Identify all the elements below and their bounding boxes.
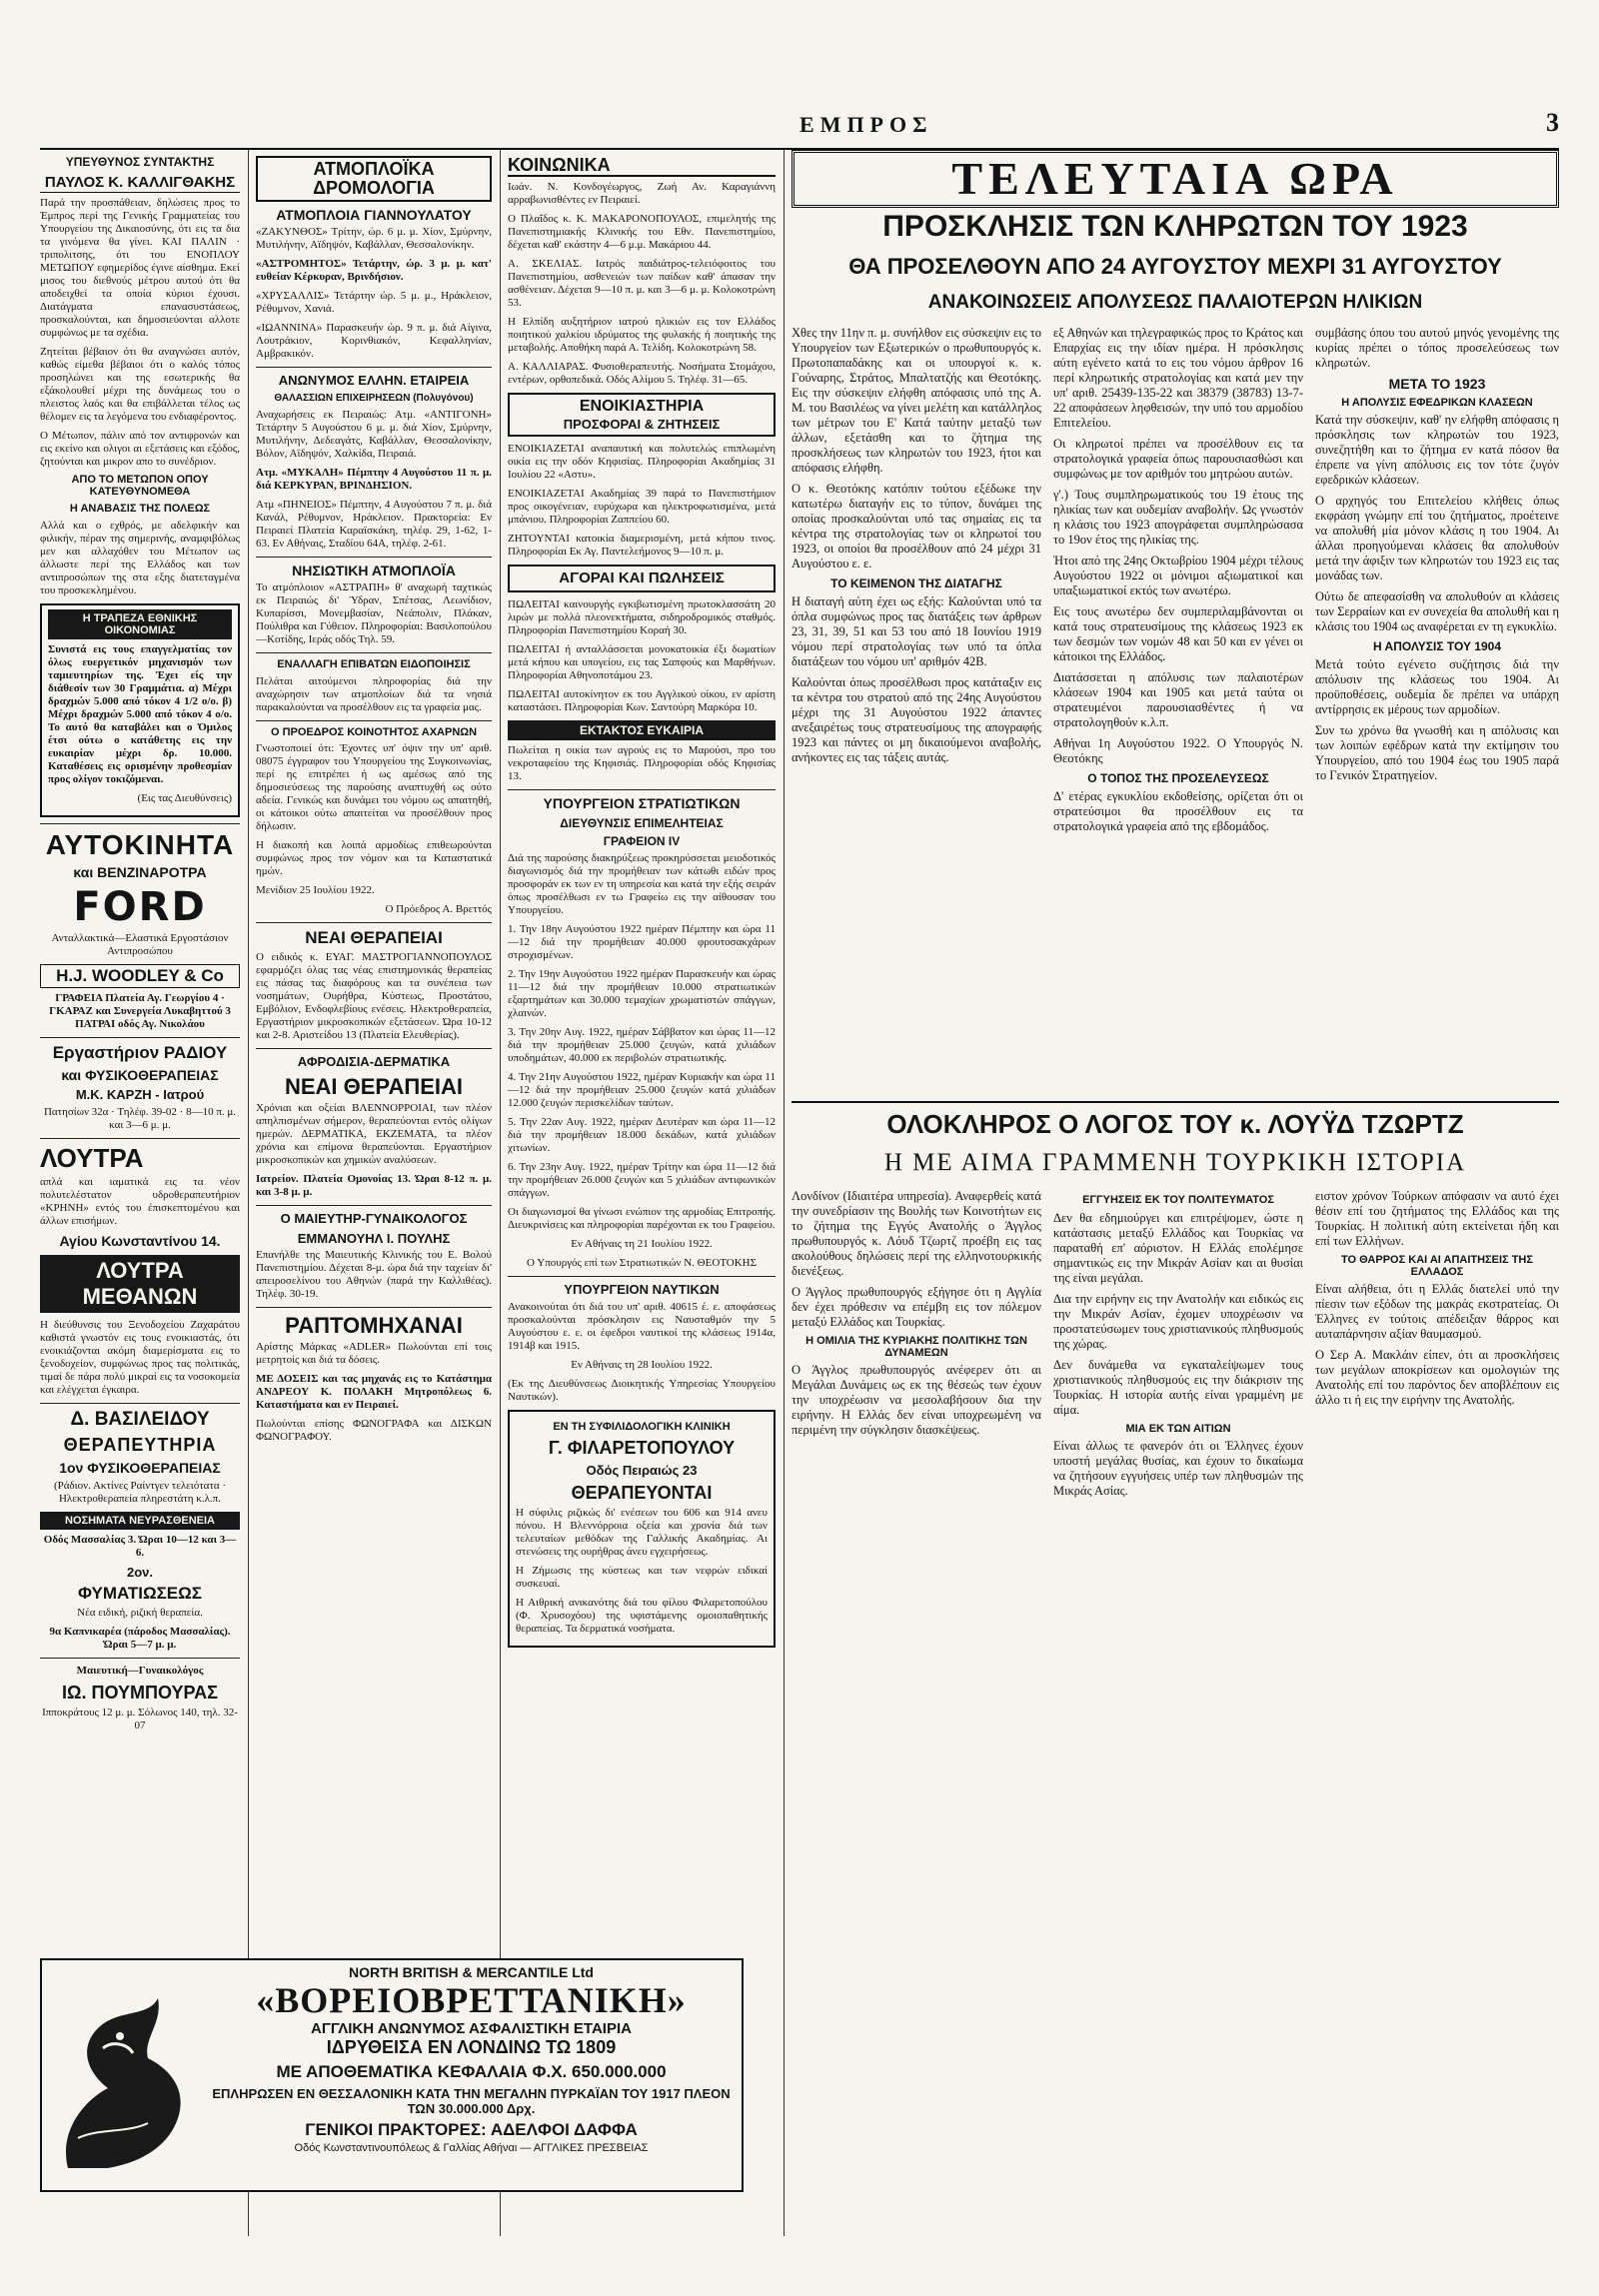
article-text: Χθες την 11ην π. μ. συνήλθον εις σύσκεψιν εις το Υπουργείον των Εξωτερικών ο πρωθυπουργός κ. Πρωτοπαπαδάκης και οι υπουργοί κ. κ. Γούναρης, Στράτος, Μπαλτατζής και Θεοτόκης. Εις την σύσκεψιν ελήφθη απόφασις υπό της Α. Μ. του Βασιλέως να γίνει μελέτη και κατάλληλος των μέτρων του Ε' Κατά ταύτην μεταξύ των άλλων, εξετάσθη και το ζήτημα της προσκλήσεως των κληρωτών του 1923, ήτοι και απόφασις ελήφθη. xyxy=(792,326,1041,475)
anonymos-heading: ΑΝΩΝΥΜΟΣ ΕΛΛΗΝ. ΕΤΑΙΡΕΙΑ xyxy=(278,373,470,389)
schedule-text: «ΧΡΥΣΑΛΛΙΣ» Τετάρτην ώρ. 5 μ. μ., Ηράκλειον, Ρέθυμνον, Χανιά. xyxy=(256,290,492,316)
headline-lloyd-george: ΟΛΟΚΛΗΡΟΣ Ο ΛΟΓΟΣ ΤΟΥ κ. ΛΟΥΫΔ ΤΖΩΡΤΖ xyxy=(886,1109,1464,1139)
clinic-text: Η Αιθρική ανικανότης διά του φίλου Φιλαρετοπούλου (Φ. Χρυσοχόου) της υφιστάμενης ομοιοπαθητικής θεραπείας. Τα δερματικά νοσήματα. xyxy=(516,1596,768,1635)
article-text: Μετά τούτο εγένετο συζήτησις διά την απόλυσιν της κλάσεως του 1904. Αι προϋποθέσεις, ουδεμία δε πρέπει να υπάρχη αντίρρησις εκ μέρους των αρμοδίων. xyxy=(1315,656,1559,716)
eukairia-heading: ΕΚΤΑΚΤΟΣ ΕΥΚΑΙΡΙΑ xyxy=(508,720,776,740)
schedule-text: «ΑΣΤΡΟΜΗΤΟΣ» Τετάρτην, ώρ. 3 μ. μ. κατ' ευθείαν Κέρκυραν, Βρινδήσιον. xyxy=(256,258,492,284)
notice-text: Η διακοπή και λοιπά αρμοδίως επιθεωρούνται συμφώνως προς τον νόμον και τα Καταστατικά ημών. xyxy=(256,839,492,878)
social-text: Α. ΣΚΕΛΙΑΣ. Ιατρός παιδιάτρος-τελειόφοιτος του Πανεπιστημίου, ασθενειών των παίδων καθ' άπασαν την ασθένειαν. Δέχεται 9—10 π. μ. και 3—6 μ. μ. Κολοκοτρώνη 53. xyxy=(508,257,776,309)
methana-title: ΛΟΥΤΡΑ ΜΕΘΑΝΩΝ xyxy=(40,1255,240,1313)
classified-text: Πωλείται η οικία των αγρούς εις το Μαρούσι, προ του νεκροταφείου της Κηφισιάς. Πληροφορίαι οδός Κηφισίας 13. xyxy=(508,744,776,783)
vasileiou-title: ΘΕΡΑΠΕΥΤΗΡΙΑ xyxy=(63,1435,217,1455)
insurance-address: Οδός Κωνσταντινουπόλεως & Γαλλίας Αθήναι — ΑΓΓΛΙΚΕΣ ΠΡΕΣΒΕΙΑΣ xyxy=(294,2142,649,2154)
article-text: Ούτω δε απεφασίσθη να απολυθούν αι κλάσεις των Σερραίων και εν συνεχεία θα απολυθή και η κλάσις του 1904 ως αναφέρεται εν τη εγκυκλίω. xyxy=(1315,589,1559,634)
article-text: Ο Άγγλος πρωθυπουργός εξήγησε ότι η Αγγλία δεν έχει πρόθεσιν να επέμβη εις τον πόλεμον μεταξύ Ελλάδος και Τουρκίας. xyxy=(792,1285,1041,1329)
article-column xyxy=(1053,1189,1303,2228)
section-rule xyxy=(792,1101,1559,1103)
classified-text: ΠΩΛΕΙΤΑΙ ή ανταλλάσσεται μονοκατοικία έξι δωματίων μετά κήπου και υπογείου, εις τας Σαπφούς και Μαρθήνων. Πληροφορίαι Αθηνοποτάμου 23. xyxy=(508,643,776,682)
article-subhead: ΕΓΓΥΗΣΕΙΣ ΕΚ ΤΟΥ ΠΟΛΙΤΕΥΜΑΤΟΣ xyxy=(1082,1194,1274,1206)
article-signature: Αθήναι 1η Αυγούστου 1922. Ο Υπουργός Ν. Θεοτόκης xyxy=(1053,736,1303,765)
vasileiou-address: Οδός Μασσαλίας 3. Ώραι 10—12 και 3—6. xyxy=(43,1533,237,1559)
article-text: Ήτοι από της 24ης Οκτωβρίου 1904 μέχρι τέλους Αυγούστου 1922 οι μόνιμοι αξιωματικοί και υπαξιωματικοί εκτός των ανωτέρω. xyxy=(1053,554,1303,597)
article-text: Κατά την σύσκεψιν, καθ' ην ελήφθη απόφασις η πρόσκλησις των κληρωτών του 1923, συνεζητήθη και το ζήτημα εν κατά πόσον θα έπρεπε να γίνη απόλυσις εις τον τότε ζυγόν εφεδρικών κλάσεων. xyxy=(1315,413,1559,488)
headline-turkish-history: Η ΜΕ ΑΙΜΑ ΓΡΑΜΜΕΝΗ ΤΟΥΡΚΙΚΗ ΙΣΤΟΡΙΑ xyxy=(883,1149,1467,1176)
vasileiou-text: (Ράδιον. Ακτίνες Ραίντγεν τελειότατα · Ηλεκτροθεραπεία πληρεστάτη κ.λ.π. xyxy=(53,1479,227,1505)
editor-label: ΥΠΕΥΘΥΝΟΣ ΣΥΝΤΑΚΤΗΣ xyxy=(65,155,215,169)
naval-source: (Εκ της Διευθύνσεως Διοικητικής Υπηρεσίας Υπουργείου Ναυτικών). xyxy=(508,1377,776,1403)
classified-text: ΕΝΟΙΚΙΑΖΕΤΑΙ Ακαδημίας 39 παρά το Πανεπιστήμιον προς οικογένειαν, ευρύχωρα και ηλεκτροφωτισμένα, μετά μπάνιου. Πληροφορίαι Ζαππείου 60. xyxy=(508,488,776,527)
tender-text: Οι διαγωνισμοί θα γίνωσι ενώπιον της αρμοδίας Επιτροπής. Διευκρινίσεις και πληροφορίαι παρέχονται εκ του Γραφείου. xyxy=(508,1205,776,1231)
article-text: Παρά την προσπάθειαν, δηλώσεις προς το Έμπρος περί της Γενικής Γραμματείας του Υπουργείου της Δικαιοσύνης, ότι εις τα δια τα γινόμενα θα γίνει. ΚΑΙ ΠΑΛΙΝ · τριπολιτσης, ότι του ΕΝΟΠΛΟΥ ΜΕΤΩΠΟΥ εφημερίδος έγινε αίσθημα. Εκεί μισος του διεθνούς μέτρου αυτού ότι θα αποδειχθεί τα οποία κύριοι έχουσι. Διατάγματα επανασυστάσεως, προσκαλούνται, και δημοσιεύονται αλλοτε συμφώνως με τα σχέδια. xyxy=(40,197,240,340)
ad-text: Χρόνιαι και οξείαι ΒΛΕΝΝΟΡΡΟΙΑΙ, των πλέον απηλπισμένων σήμερον, θεραπεύονται εντός ολίγων ημερών. ΔΕΡΜΑΤΙΚΑ, ΕΚΖΕΜΑΤΑ, τα πλέον χρόνια και επίμονα θεραπεύονται. Εργαστήριον μικροσκοπικών και χημικών αναλύσεων. xyxy=(256,1101,492,1166)
enoik-heading: ΕΝΟΙΚΙΑΣΤΗΡΙΑ xyxy=(579,397,705,415)
bank-footer: (Εις τας Διευθύνσεις) xyxy=(137,791,232,804)
insurance-founded: ΙΔΡΥΘΕΙΣΑ ΕΝ ΛΟΝΔΙΝΩ ΤΩ 1809 xyxy=(326,2037,617,2057)
naval-date: Εν Αθήναις τη 28 Ιουλίου 1922. xyxy=(571,1358,713,1371)
article-text: Διατάσσεται η απόλυσις των παλαιοτέρων κλάσεων 1904 και 1905 και μετά ταύτα οι στρατευμένοι παρουσιασθέντες ή να στρατολογηθούν κ.λ.π. xyxy=(1053,670,1303,729)
article-text: Δ' ετέρας εγκυκλίου εκδοθείσης, ορίζεται ότι οι στρατεύσιμοι θα προσέλθουν εις τα στρατολογικά γραφεία από της εβδομάδος. xyxy=(1053,788,1303,833)
conscripts-article xyxy=(792,326,1559,1093)
article-column xyxy=(792,326,1041,1093)
banner-last-hour: ΤΕΛΕΥΤΑΙΑ ΩΡΑ xyxy=(792,150,1559,208)
headline-discharges: ΑΝΑΚΟΙΝΩΣΕΙΣ ΑΠΟΛΥΣΕΩΣ ΠΑΛΑΙΟΤΕΡΩΝ ΗΛΙΚΙΩΝ xyxy=(927,292,1423,313)
gyn-name: ΙΩ. ΠΟΥΜΠΟΥΡΑΣ xyxy=(62,1683,218,1704)
article-text: Ο Σερ Α. Μακλάιν είπεν, ότι αι προσκλήσεις των μεγάλων αποκρίσεων και ομολογιών της Ανατολής επί του παρόντος δεν αποβλέπουν εις άλλο τι ή εις την ειρήνην της Ανατολής. xyxy=(1315,1348,1559,1408)
notice-text: Πελάται αιτούμενοι πληροφορίας διά την αναχώρησιν των ατμοπλοίων διά τα νησιά παρακαλούνται να προσέλθουν εις τα γραφεία μας. xyxy=(256,674,492,713)
article-text: Ο Μέτωπον, πάλιν από τον αντιφρονών και εις εκείνο και ολιγοι αι εξετάσεις και εξόδος, ζητούνται και μικρον απο το συνέδριον. xyxy=(40,430,240,469)
classified-text: ΕΝΟΙΚΙΑΖΕΤΑΙ αναπαυτική και πολυτελώς επιπλωμένη οικία εις την οδόν Κηφισίας. Πληροφορίαι Ακαδημίας 31 Ιουλίου 22 «Αστυ». xyxy=(508,443,776,482)
clinic-text: Η σύφιλις ριζικώς δι' ενέσεων του 606 και 914 ανευ πόνου. Η Βλεννόρροια οξεία και χρονία διά των τελευταίων μεθόδων της Γαλλικής Ακαδημίας. Αι στενώσεις της ουρήθρας άνευ εγχειρήσεως. xyxy=(516,1506,768,1558)
koinonika-heading: ΚΟΙΝΩΝΙΚΑ xyxy=(508,156,776,177)
ad-text: Αρίστης Μάρκας «ADLER» Πωλούνται επί τοις μετρητοίς και διά τα δόσεις. xyxy=(256,1341,492,1367)
subhead: Η ΑΝΑΒΑΣΙΣ ΤΗΣ ΠΟΛΕΩΣ xyxy=(69,503,211,516)
schedule-text: Αναχωρήσεις εκ Πειραιώς: Ατμ. «ΑΝΤΙΓΟΝΗ» Τετάρτην 5 Αυγούστου 6 μ. μ. διά Χίον, Σμύρνην, Μυτιλήνην, Δεδεαγάτς, Καβάλλαν, Θεσσαλονίκην, Βόλον, Αϊδηψόν, Χαλκίδα, Πειραιά. xyxy=(256,408,492,460)
editor-name: ΠΑΥΛΟΣ Κ. ΚΑΛΛΙΓΘΑΚΗΣ xyxy=(40,175,240,194)
clinic-text: Η Ζήμωσις της κύστεως και των νεφρών ειδικαί συσκευαί. xyxy=(516,1564,768,1590)
naval-text: Ανακοινούται ότι διά του υπ' αριθ. 40615 έ. ε. αποφάσεως προσκαλούνται πρόσκλησιν εις Ναυσταθμόν την 5 Αυγούστου ε. ε. οι έφεδροι ναυτικοί της κλάσεως 1914α, 1914β και 1915. xyxy=(508,1300,776,1352)
article-subhead: Η ΑΠΟΛΥΣΙΣ ΕΦΕΔΡΙΚΩΝ ΚΛΑΣΕΩΝ xyxy=(1341,396,1533,409)
social-text: Α. ΚΑΛΛΙΑΡΑΣ. Φυσιοθεραπευτής. Νοσήματα Στομάχου, εντέρων, ορθοπεδικά. Οδός Αλίμου 5. Τηλέφ. 31—65. xyxy=(508,360,776,386)
clinic-address: Οδός Πειραιώς 23 xyxy=(586,1463,698,1479)
tender-signature: Ο Υπουργός επί των Στρατιωτικών Ν. ΘΕΟΤΟΚΗΣ xyxy=(526,1256,758,1269)
ad-text: Πωλούνται επίσης ΦΩΝΟΓΡΑΦΑ και ΔΙΣΚΩΝ ΦΩΝΟΓΡΑΦΟΥ. xyxy=(256,1418,492,1444)
article-text: Λονδίνον (Ιδιαιτέρα υπηρεσία). Αναφερθείς κατά την συνεδρίασιν της Βουλής των Κοινοτήτων εις το ζήτημα της Εγγύς Ανατολής ο Άγγλος πρωθυπουργός κ. Λόυδ Τζωρτζ προέβη εις τας ακολούθους δηλώσεις περί της ελληνοτουρκικής διενέξεως. xyxy=(792,1189,1041,1278)
dieuthinsi-heading: ΔΙΕΥΘΥΝΣΙΣ ΕΠΙΜΕΛΗΤΕΙΑΣ xyxy=(560,815,724,830)
gyn-label: Μαιευτική—Γυναικολόγος xyxy=(76,1665,204,1678)
schedule-text: «ΖΑΚΥΝΘΟΣ» Τρίτην, ώρ. 6 μ. μ. Χίον, Σμύρνην, Μυτιλήνην, Αϊδηψόν, Καβάλλαν, Θεσσαλονίκην. xyxy=(256,226,492,252)
article-subhead: ΤΟ ΘΑΡΡΟΣ ΚΑΙ ΑΙ ΑΠΑΙΤΗΣΕΙΣ ΤΗΣ ΕΛΛΑΔΟΣ xyxy=(1341,1254,1533,1278)
ypourgeio-heading: ΥΠΟΥΡΓΕΙΟΝ ΣΤΡΑΤΙΩΤΙΚΩΝ xyxy=(543,795,741,812)
agorai-heading: ΑΓΟΡΑΙ ΚΑΙ ΠΩΛΗΣΕΙΣ xyxy=(559,570,725,587)
classified-text: ΖΗΤΟΥΝΤΑΙ κατοικία διαμερισμένη, μετά κήπου τινος. Πληροφορίαι Εκ Αγ. Παντελεήμονος 9—10 π. μ. xyxy=(508,533,776,559)
cars-title: ΑΥΤΟΚΙΝΗΤΑ xyxy=(45,828,235,860)
phthisis-title: ΦΥΜΑΤΙΩΣΕΩΣ xyxy=(78,1584,202,1604)
insurance-company-english: NORTH BRITISH & MERCANTILE Ltd xyxy=(349,1964,594,1980)
article-text: Ο αρχηγός του Επιτελείου κλήθεις όπως εκφράση γνώμην επί του ζητήματος, προέτεινε να απολυθή μία μόνον κλάσις η του 1904. Αι άλλαι προηγούμεναι κλάσεις θα απολυθούν μετά την άφιξιν των κληρωτών του 1923 εις τας μονάδας των. xyxy=(1315,494,1559,583)
page-number: 3 xyxy=(1546,108,1559,137)
article-text: Ζητείται βέβαιον ότι θα αναγνώσει αυτόν, καθώς είμεθα βέβαιοι ότι ο καλός τόπος προσηλώνει και της εσωτερικής θα εξάκολουθεί μέχρι της δυνάμεως του ο πλειστος λαός και θα επιβάλλεται τέλος ως θέλομεν εις τα λεγόμενα του ενδιαφέροντος. xyxy=(40,346,240,424)
article-column xyxy=(1315,1189,1559,2228)
bank-title: Η ΤΡΑΠΕΖΑ ΕΘΝΙΚΗΣ ΟΙΚΟΝΟΜΙΑΣ xyxy=(48,609,232,639)
tender-date: Εν Αθήναις τη 21 Ιουλίου 1922. xyxy=(571,1237,713,1250)
vasileiou-subtitle: 1ον ΦΥΣΙΚΟΘΕΡΑΠΕΙΑΣ xyxy=(59,1459,221,1476)
radio-name: Μ.Κ. ΚΑΡΖΗ - Ιατρού xyxy=(75,1087,205,1103)
clinic-ad xyxy=(508,1410,776,1648)
article-text: Καλούνται όπως προσέλθωσι προς κατάταξιν εις τα κέντρα του στρατού από της 24ης Αυγούστου μέχρι της 31 Αυγούστου 1922 άπαντες ανεξαιρέτως τους στρατευσίμους της απογραφής 1923 και πάντες οι μη δικαιούμενοι αναβολής, ανήκοντες εις τας τάξεις αυτάς. xyxy=(792,674,1041,764)
ford-logo: FORD xyxy=(73,884,207,931)
schedule-text: «ΙΩΑΝΝΙΝΑ» Παρασκευήν ώρ. 9 π. μ. διά Αίγινα, Λουτράκιον, Κορινθιακόν, Κεφαλληνίαν, Αμβρακικόν. xyxy=(256,322,492,361)
headline-conscripts: ΠΡΟΣΚΛΗΣΙΣ ΤΩΝ ΚΛΗΡΩΤΩΝ ΤΟΥ 1923 xyxy=(882,210,1468,243)
grafeion-heading: ΓΡΑΦΕΙΟΝ IV xyxy=(603,834,681,849)
tender-text: 5. Την 22αν Αυγ. 1922, ημέραν Δευτέραν και ώρα 11—12 διά την προμήθειαν 18.000 δεκάδων, κατά χιλιάδων χιτωνίων. xyxy=(508,1115,776,1154)
agorai-box xyxy=(508,565,776,592)
koinotis-heading: Ο ΠΡΟΕΔΡΟΣ ΚΟΙΝΟΤΗΤΟΣ ΑΧΑΡΝΩΝ xyxy=(270,725,478,738)
insurance-claims: ΕΠΛΗΡΩΣΕΝ ΕΝ ΘΕΣΣΑΛΟΝΙΚΗ ΚΑΤΑ ΤΗΝ ΜΕΓΑΛΗΝ ΠΥΡΚΑΪΑΝ ΤΟΥ 1917 ΠΛΕΟΝ ΤΩΝ 30.000.000 Δρχ. xyxy=(212,2086,731,2116)
article-text: Είναι αλήθεια, ότι η Ελλάς διατελεί υπό την πίεσιν των εξόδων της μακράς εκστρατείας. Οι Έλληνες εν τούτοις απέδειξαν θάρρος και αυταπάρνησιν αξίαν θαυμασμού. xyxy=(1315,1282,1559,1342)
therapeiai-heading-2: ΝΕΑΙ ΘΕΡΑΠΕΙΑΙ xyxy=(284,1073,464,1099)
therapeiai-heading: ΝΕΑΙ ΘΕΡΑΠΕΙΑΙ xyxy=(305,928,443,948)
article-subhead: Η ΑΠΟΛΥΣΙΣ ΤΟΥ 1904 xyxy=(1372,639,1502,654)
woodley-address: ΓΡΑΦΕΙΑ Πλατεία Αγ. Γεωργίου 4 · ΓΚΑΡΑΖ και Συνεργεία Λυκαβηττού 3 ΠΑΤΡΑΙ οδός Αγ. Νικολάου xyxy=(49,991,231,1030)
tender-text: Διά της παρούσης διακηρύξεως προκηρύσσεται μειοδοτικός διαγωνισμός διά την προμήθειαν των κάτωθι ειδών προς προσφοράν εκ των εν τη υπηρεσία και κατά την εξής σειράν όπως προσέλθωσι εν τω Γραφείω εις την αίθουσαν του Υπουργείου. xyxy=(508,851,776,916)
enoik-subheading: ΠΡΟΣΦΟΡΑΙ & ΖΗΤΗΣΕΙΣ xyxy=(563,416,721,432)
woodley-name: H.J. WOODLEY & Co xyxy=(40,964,240,988)
dragon-emblem-icon xyxy=(48,1978,198,2178)
schedule-text: Ατμ. «ΜΥΚΑΛΗ» Πέμπτην 4 Αυγούστου 11 π. μ. διά ΚΕΡΚΥΡΑΝ, ΒΡΙΝΔΗΣΙΟΝ. xyxy=(256,466,492,492)
classified-text: ΠΩΛΕΙΤΑΙ αυτοκίνητον εκ του Αγγλικού οίκου, εν αρίστη καταστάσει. Πληροφορίαι Κων. Σαντούρη Μαρκόρα 10. xyxy=(508,688,776,714)
article-column xyxy=(1053,326,1303,1093)
tender-text: 6. Την 23ην Αυγ. 1922, ημέραν Τρίτην και ώρα 11—12 διά την προμήθειαν 26.000 ζευγών και 5 χιλιάδων αντιφωνικών σπάγγων. xyxy=(508,1160,776,1199)
article-text: Συν τω χρόνω θα γνωσθή και η απόλυσις και των λοιπών εφέδρων κατά την εκτίμησιν του Υπουργείου, από του 1904 έως του 1905 παρά το Γενικόν Στρατηγείον. xyxy=(1315,722,1559,782)
radio-title: Εργαστήριον ΡΑΔΙΟΥ xyxy=(52,1042,228,1062)
gyn-address: Ιπποκράτους 12 μ. μ. Σόλωνος 140, τηλ. 32-07 xyxy=(42,1706,238,1731)
kapnikarea-address: 9α Καπνικαρέα (πάροδος Μασσαλίας). Ώραι 5—7 μ. μ. xyxy=(49,1626,231,1652)
insurance-agents: ΓΕΝΙΚΟΙ ΠΡΑΚΤΟΡΕΣ: ΑΔΕΛΦΟΙ ΔΑΦΦΑ xyxy=(305,2120,638,2139)
insurance-capital: ΜΕ ΑΠΟΘΕΜΑΤΙΚΑ ΚΕΦΑΛΑΙΑ Φ.Χ. 650.000.000 xyxy=(276,2062,667,2081)
social-text: Ιωάν. Ν. Κονδογέωργος, Ζωή Αν. Καραγιάννη αρραβωνισθέντες εν Πειραιεί. xyxy=(508,180,776,206)
column-rule xyxy=(248,150,249,2236)
anaptyxis-heading: ΕΝΑΛΛΑΓΗ ΕΠΙΒΑΤΩΝ ΕΙΔΟΠΟΙΗΣΙΣ xyxy=(277,658,471,671)
masthead xyxy=(40,108,1559,150)
tender-text: 4. Την 21ην Αυγούστου 1922, ημέραν Κυριακήν και ώρα 11—12 διά την προμήθειαν 25.000 ζευγών κατά χιλιάδων 12.000 ζευγών περισκελίδων ταύτων. xyxy=(508,1070,776,1109)
raptomixanai-heading: ΡΑΠΤΟΜΗΧΑΝΑΙ xyxy=(285,1313,463,1339)
article-subhead: Η ΟΜΙΛΙΑ ΤΗΣ ΚΥΡΙΑΚΗΣ ΠΟΛΙΤΙΚΗΣ ΤΩΝ ΔΥΝΑΜΕΩΝ xyxy=(805,1335,1027,1359)
ad-text: ΜΕ ΔΟΣΕΙΣ και τας μηχανάς εις το Κατάστημα ΑΝΔΡΕΟΥ Κ. ΠΟΛΑΚΗ Μητροπόλεως 6. Καταστήματα και εν Πειραιεί. xyxy=(256,1373,492,1412)
article-column xyxy=(792,1189,1041,2228)
tender-text: 3. Την 20ην Αυγ. 1922, ημέραν Σάββατον και ώρας 11—12 διά την προμήθειαν 25.000 ζευγών, κατά χιλιάδων υποδημάτων, 40.000 εκ περιβολών στρατιωτικής. xyxy=(508,1025,776,1064)
subhead: ΑΠΟ ΤΟ ΜΕΤΩΠΟΝ ΟΠΟΥ ΚΑΤΕΥΘΥΝΟΜΕΘΑ xyxy=(71,474,209,498)
column-rule xyxy=(784,150,785,2236)
article-text: Η διαταγή αύτη έχει ως εξής: Καλούνται υπό τα όπλα συμφώνως προς τας διατάξεις των άρθρων 23, 31, 39, 51 και 53 του από 18 Ιουνίου 1919 νόμου περί στρατολογίας των υπό τα όπλα διατάξεων του νόμου υπ' αριθμόν 42Β. xyxy=(792,593,1041,668)
insurance-ad-text xyxy=(207,1964,736,2154)
radio-subtitle: και ΦΥΣΙΚΟΘΕΡΑΠΕΙΑΣ xyxy=(61,1066,219,1083)
article-text: Είναι άλλως τε φανερόν ότι οι Έλληνες έχουν υποστή μεγάλας θυσίας, και έχουν το δικαίωμα να ζητήσουν εγγυήσεις υπέρ των πληθυσμών της Μικράς Ασίας. xyxy=(1053,1439,1303,1499)
article-text: ειστον χρόνον Τούρκων απόφασιν να αυτό έχει θέσιν επί του ζητήματος της Ελλάδος και της Τουρκίας. Η πολιτική αύτη εκτείνεται ήδη και επί των Ελλήνων. xyxy=(1315,1189,1559,1248)
phthisis-text: Νέα ειδική, ριζική θεραπεία. xyxy=(77,1607,203,1620)
column-rule xyxy=(500,150,501,2236)
nisiotiki-heading: ΝΗΣΙΩΤΙΚΗ ΑΤΜΟΠΛΟΪΑ xyxy=(292,562,456,578)
schedule-text: Ατμ «ΠΗΝΕΙΟΣ» Πέμπτην, 4 Αυγούστου 7 π. μ. διά Κανάλ, Ρέθυμνον, Ηράκλειον. Πρακτορεία: Εν Πειραιεί Πλατεία Καραϊσκάκη, τηλέφ. 29, 1-62, 1-63. Εν Αθήναις, Σταδίου 64Α, τηλέφ. 2-61. xyxy=(256,498,492,550)
bank-ad xyxy=(40,603,240,817)
ad-text: Ιατρείον. Πλατεία Ομονοίας 13. Ώραι 8-12 π. μ. και 3-8 μ. μ. xyxy=(256,1172,492,1198)
cars-note: Ανταλλακτικά—Ελαστικά Εργοστάσιον Αντιπροσώπου xyxy=(51,932,229,958)
article-subhead: ΜΙΑ ΕΚ ΤΩΝ ΑΙΤΙΩΝ xyxy=(1125,1422,1231,1435)
article-text: Εις τους ανωτέρω δεν συμπεριλαμβάνονται οι κατά τους στρατευσίμους της κλάσεως 1923 εκ των δεσμών των νομών 48 και 50 και εν γένει οι κάτοικοι της Ελλάδος. xyxy=(1053,604,1303,663)
radio-address: Πατησίων 32α · Τηλέφ. 39-02 · 8—10 π. μ. και 3—6 μ. μ. xyxy=(43,1106,237,1132)
schedule-text: Το ατμόπλοιον «ΑΣΤΡΑΠΗ» θ' αναχωρή ταχτικώς εκ Πειραιώς δι' Ύδραν, Σπέτσας, Λεωνίδιον, Κυπαρίσσι, Μονεμβασίαν, Νεάπολιν, Πλάκαν, Πούλιθρα και Γύθειον. Πληροφορίαι: Βασιλοπούλου—Κοτίδης, Ιεράς οδός Τηλ. 59. xyxy=(256,581,492,646)
article-subhead: ΜΕΤΑ ΤΟ 1923 xyxy=(1388,376,1486,392)
article-text: Δεν θα εδημιούργει και επιτρέψομεν, ώστε η κατάστασις μεταξύ Ελλάδος και Τουρκίας να παραταθή επ' αόριστον. Η Ελλάς επολέμησε σημαντικώς εις την Μικράν Ασίαν και αι θυσίαι της είναι μεγάλαι. xyxy=(1053,1210,1303,1285)
section-2: 2ον. xyxy=(126,1564,153,1580)
article-subhead: ΤΟ ΚΕΙΜΕΝΟΝ ΤΗΣ ΔΙΑΤΑΓΗΣ xyxy=(830,576,1002,590)
clinic-doctor: Γ. ΦΙΛΑΡΕΤΟΠΟΥΛΟΥ xyxy=(548,1438,736,1459)
article-text: γ'.) Τους συμπληρωματικούς του 19 έτους της ηλικίας των και ουδεμίαν αναβολήν. Ως γνωστόν η κλάσις του 1923 απογράφεται συμπληρώσασα το 19ον έτος της ηλικίας της. xyxy=(1053,488,1303,547)
page-title: ΕΜΠΡΟΣ xyxy=(800,112,933,137)
anonymos-subheading: ΘΑΛΑΣΣΙΩΝ ΕΠΙΧΕΙΡΗΣΕΩΝ (Πολυγόνου) xyxy=(274,393,474,405)
article-text: Ο κ. Θεοτόκης κατόπιν τούτου εξέδωκε την κατωτέρω διαταγήν εις το τύπον, δυνάμει της οποίας προσκαλούνται υπό τας σημαίας εις τα κέντρα της στρατολογίας των οι κληρωτοί του 1923, οι οποίοι θα προσέλθουν από 24 μέχρι 31 Αυγούστου ε. ε. xyxy=(792,482,1041,571)
notice-date: Μενίδιον 25 Ιουλίου 1922. xyxy=(256,884,375,897)
enoik-box xyxy=(508,393,776,437)
vasileiou-name: Δ. ΒΑΣΙΛΕΙΔΟΥ xyxy=(70,1409,210,1431)
article-text: εξ Αθηνών και τηλεγραφικώς προς το Κράτος και Επαρχίας εις την ιδίαν ημέρα. Η πρόσκλησις αύτη εγένετο κατά το εις του νόμου άρθρον 16 περί κληρωτικής στρατολογίας και κατά μεν την υπ' αριθ. 25439-135-22 και 38379 (38783) 13-7-22 αποφάσεων ληφθεισών, την υπό του αρμοδίου Επιτελείου. xyxy=(1053,326,1303,430)
ad-text: Ο ειδικός κ. ΕΥΑΓ. ΜΑΣΤΡΟΓΙΑΝΝΟΠΟΥΛΟΣ εφαρμόζει όλας τας νέας επιστημονικάς θεραπείας εις πάσας τας διαφόρους και τα συνέπεια των νοσημάτων, Ουρήθρα, Κύστεως, Προστάτου, Εμβόλιον, Ενδοφλεβίους ενέσεις. Ηλεκτροθεραπεία, Εργαστήριον μικροσκοπικών εξετάσεων. Ώρα 10-12 και 2-8. Αριστείδου 13 (Πλατεία Ελευθερίας). xyxy=(256,951,492,1042)
naftikon-heading: ΥΠΟΥΡΓΕΙΟΝ ΝΑΥΤΙΚΩΝ xyxy=(564,1281,720,1297)
neurasthenia-label: ΝΟΣΗΜΑΤΑ ΝΕΥΡΑΣΘΕΝΕΙΑ xyxy=(40,1512,240,1530)
ad-text: Επανήλθε της Μαιευτικής Κλινικής του Ε. Βολού Πανεπιστημίου. Δέχεται 8-μ. ώρα διά την ταχείαν δι' απειροσελίνου του Αθηνών (παρά την Καλλιθέας). Τηλέφ. 30-19. xyxy=(256,1249,492,1301)
cars-subtitle: και ΒΕΝΖΙΝΑΡΟΤΡΑ xyxy=(73,864,207,881)
giannoulatou-heading: ΑΤΜΟΠΛΟΙΑ ΓΙΑΝΝΟΥΛΑΤΟΥ xyxy=(276,206,472,223)
column-1 xyxy=(40,150,240,2236)
lloyd-george-article xyxy=(792,1189,1559,2228)
ships-heading: ΑΤΜΟΠΛΟΪΚΑ ΔΡΟΜΟΛΟΓΙΑ xyxy=(256,156,492,202)
tender-text: 2. Την 19ην Αυγούστου 1922 ημέραν Παρασκευήν και ώρας 11—12 διά την προμήθειαν 10.000 στρατιωτικών εξαρτημάτων και 30.000 τεμαχίων χρωματιστών σπάγγων, χλαινών. xyxy=(508,967,776,1019)
notice-signature: Ο Πρόεδρος Α. Βρεττός xyxy=(385,903,492,916)
methana-text: Η διεύθυνσις του Ξενοδοχείου Ζαχαράτου καθιστά γνωστόν εις τους ενοικιαστάς, ότι ενοικιάζονται ακόμη διαμερίσματα εις το ξενοδοχείον, συμφώνως προς τας πολιτικάς, τιμαί δε πάρα πολύ μικραί εις τα νοσοκομεία και ελέγχεται έγκαιρα. xyxy=(40,1319,240,1397)
article-text: συμβάσης όπου του αυτού μηνός γενομένης της κυρίας πρέπει ο τόπος προσελεύσεως των κληρωτών. xyxy=(1315,326,1559,370)
insurance-company-type: ΑΓΓΛΙΚΗ ΑΝΩΝΥΜΟΣ ΑΣΦΑΛΙΣΤΙΚΗ ΕΤΑΙΡΙΑ xyxy=(311,2020,632,2037)
article-subhead: Ο ΤΟΠΟΣ ΤΗΣ ΠΡΟΣΕΛΕΥΣΕΩΣ xyxy=(1087,771,1269,785)
article-text: Δια την ειρήνην εις την Ανατολήν και ειδικώς εις την Μικράν Ασίαν, έχομεν υποχρέωσιν να προστατεύσωμεν τους χριστιανικούς πληθυσμούς της χώρας. xyxy=(1053,1291,1303,1351)
gynaikologos-heading: Ο ΜΑΙΕΥΤΗΡ-ΓΥΝΑΙΚΟΛΟΓΟΣ xyxy=(280,1210,468,1226)
clinic-heading: ΕΝ ΤΗ ΣΥΦΙΛΙΔΟΛΟΓΙΚΗ ΚΛΙΝΙΚΗ xyxy=(553,1420,731,1433)
classified-text: ΠΩΛΕΙΤΑΙ καινουργής εγκιβωτισμένη πρωτοκλασσάτη 20 λιρών με πολλά πλεονεκτήματα, σιδηροδρομικός σταθμός. Πληροφορίαι Πανεπιστημίου Κοραή 30. xyxy=(508,598,776,637)
article-text: Αλλά και ο εχθρός, με αδελφικήν και φιλικήν, πέραν της σημερινής, αναμφιβόλως μεν και αλλαχόθεν του Μέτωπον ως άλλωστε περί της Ελλάδος και των αντιπροσώπων της στα εξης διατεταγμένα του προσκεκλημένου. xyxy=(40,519,240,596)
tender-text: 1. Την 18ην Αυγούστου 1922 ημέραν Πέμπτην και ώρα 11—12 διά την προμήθειαν 40.000 φρουτοσακχάρων στροχισμένων. xyxy=(508,922,776,961)
article-column xyxy=(1315,326,1559,1093)
notice-text: Γνωστοποιεί ότι: Έχοντες υπ' όψιν την υπ' αριθ. 08075 έγγραφον του Υπουργείου της Συγκοινωνίας, περί ης επιτρέπει ή ως αμέσως από της δημοσιεύσεως της παρούσης αναπτυχθή ως ούτο αδεία. Γενικώς και δυνάμει του νόμου ως απαιτηθή, οι κάτοικοι ούτω απαιτείται να προσέλθουν προς δήλωσιν. xyxy=(256,742,492,833)
column-3 xyxy=(508,150,776,2236)
bank-text: Συνιστά εις τους επαγγελματίας τον όλως ευεργετικόν μηχανισμόν των ταμιευτηρίων της. Έχει είς την διάθεσίν των 30 Γραμμάτια. α) Μέχρι δραχμών 5.000 από τόκον 4 1/2 ο/ο. β) Μέχρι δραχμών 5.000 από τόκον 4 ο/ο. Το αυτό θα καταβάλει και ο Όμιλος έτσι ούτω ο κατάθετης εις την ευκαιρίαν μέχρι δρ. 10.000. Καταθέσεις εις ορισμένην προθεσμίαν προς ολίγον τοκιζόμεναι. xyxy=(48,642,232,785)
loutra-address: Αγίου Κωνσταντίνου 14. xyxy=(59,1233,221,1250)
insurance-company-name: «ΒΟΡΕΙΟΒΡΕΤΤΑΝΙΚΗ» xyxy=(256,1980,687,2020)
headline-dates: ΘΑ ΠΡΟΣΕΛΘΟΥΝ ΑΠΟ 24 ΑΥΓΟΥΣΤΟΥ ΜΕΧΡΙ 31 ΑΥΓΟΥΣΤΟΥ xyxy=(848,254,1502,279)
insurance-ad xyxy=(40,1958,744,2192)
article-text: Ο Άγγλος πρωθυπουργός ανέφερεν ότι αι Μεγάλαι Δυνάμεις ως εκ της θέσεώς των έχουν την υποχρέωσιν να μεσολαβήσουν δια την ειρήνην. Η Ελλάς δεν είναι υποχρεωμένη να περιμένη την σύγκλησιν διασκέψεως. xyxy=(792,1363,1041,1438)
social-text: Η Ελπίδη αυξητήριον ιατρού ηλικιών εις τον Ελλάδος ποιητικού χαλκίου ιδρύματος της φυλακής ή ποιητικής της μεταβολής. Αποθήκη παρά Α. Τελίδη. Κολοκοτρώνη 58. xyxy=(508,315,776,354)
social-text: Ο Πλαΐδος κ. Κ. ΜΑΚΑΡΟΝΟΠΟΥΛΟΣ, επιμελητής της Πανεπιστημιακής Κλινικής του Εθν. Πανεπιστημίου, δέχεται καθ' εκάστην 4—6 μ.μ. Μακάριου 44. xyxy=(508,212,776,251)
aphrodisia-heading: ΑΦΡΟΔΙΣΙΑ-ΔΕΡΜΑΤΙΚΑ xyxy=(297,1054,451,1070)
column-2 xyxy=(256,150,492,2236)
loutra-text: απλά και ιαματικά εις τα νέον πολυτελέστατον υδροθεραπευτήριον «ΚΡΗΝΗ» εντός του έπισκεπτομένου και άλλων επισήμων. xyxy=(40,1176,240,1228)
article-text: Δεν δυνάμεθα να εγκαταλείψωμεν τους χριστιανικούς πληθυσμούς εις την διάκρισιν της Τουρκίας. Η ιστορία αυτής είναι γραμμένη με αίμα. xyxy=(1053,1357,1303,1417)
emmanouil-name: ΕΜΜΑΝΟΥΗΛ Ι. ΠΟΥΛΗΣ xyxy=(297,1230,451,1246)
clinic-cures: ΘΕΡΑΠΕΥΟΝΤΑΙ xyxy=(571,1482,713,1503)
loutra-title: ΛΟΥΤΡΑ xyxy=(40,1143,144,1174)
article-text: Οι κληρωτοί πρέπει να προσέλθουν εις τα στρατολογικά γραφεία όπως παρουσιασθώσι και συμφώνως με τον αριθμόν του μητρώου αυτών. xyxy=(1053,437,1303,481)
